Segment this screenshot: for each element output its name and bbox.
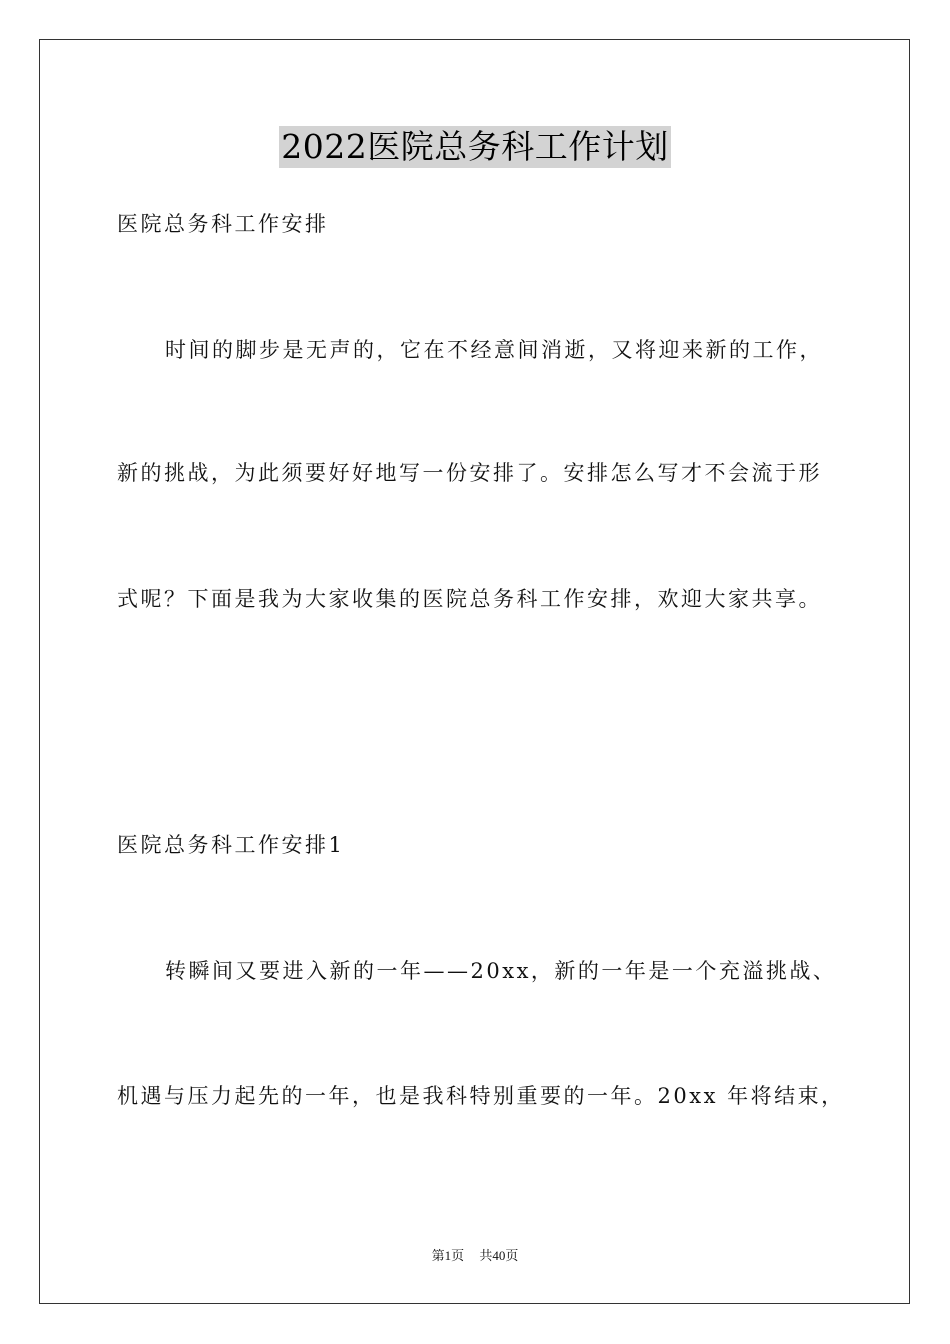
paragraph-line: 新的挑战，为此须要好好地写一份安排了。安排怎么写才不会流于形 bbox=[117, 461, 822, 485]
section-heading: 医院总务科工作安排1 bbox=[117, 833, 345, 857]
title-container bbox=[0, 126, 950, 168]
paragraph-line: 时间的脚步是无声的，它在不经意间消逝，又将迎来新的工作， bbox=[165, 338, 823, 362]
paragraph-line: 式呢？下面是我为大家收集的医院总务科工作安排，欢迎大家共享。 bbox=[117, 587, 822, 611]
document-title: 2022医院总务科工作计划 bbox=[281, 127, 669, 166]
page-number: 第1页 bbox=[431, 1248, 465, 1263]
page-footer bbox=[0, 1247, 950, 1265]
paragraph-line: 转瞬间又要进入新的一年——20xx，新的一年是一个充溢挑战、 bbox=[165, 959, 837, 983]
paragraph-line: 机遇与压力起先的一年，也是我科特别重要的一年。20xx 年将结束， bbox=[117, 1084, 845, 1108]
section-subtitle: 医院总务科工作安排 bbox=[117, 212, 329, 236]
page-total: 共40页 bbox=[479, 1248, 519, 1263]
